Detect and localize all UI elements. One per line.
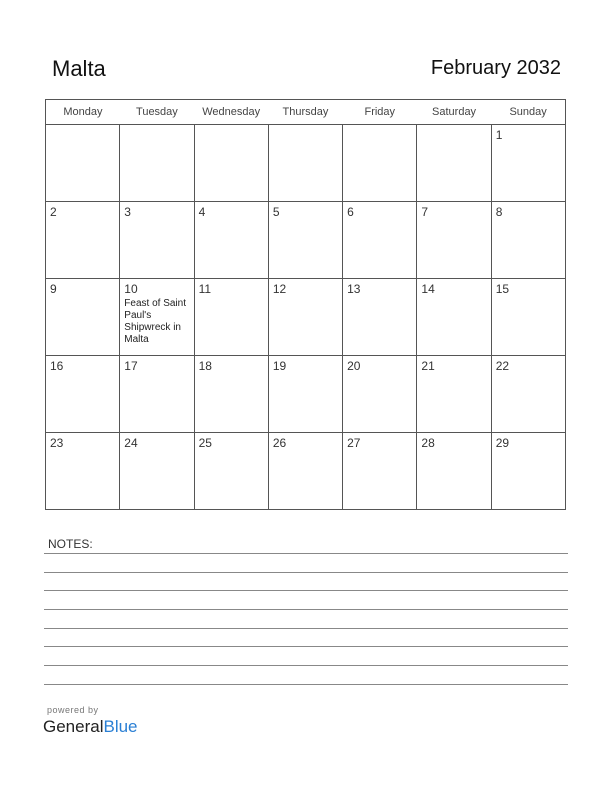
day-cell	[491, 279, 565, 356]
day-number: 17	[124, 359, 138, 373]
weekday-tuesday: Tuesday	[120, 100, 194, 125]
day-number: 10	[124, 282, 138, 296]
week-row	[46, 356, 566, 433]
brand-blue: Blue	[103, 717, 138, 736]
day-cell	[417, 279, 491, 356]
holiday-label: Feast of Saint Paul's Shipwreck in Malta	[124, 298, 186, 345]
day-number: 25	[198, 436, 212, 450]
day-cell	[268, 279, 342, 356]
day-number: 28	[421, 436, 435, 450]
weekday-header-row	[46, 100, 566, 125]
day-number: 16	[50, 359, 64, 373]
month-title: February 2032	[430, 57, 561, 79]
note-line	[44, 572, 568, 573]
day-number: 2	[50, 205, 57, 219]
day-number: 4	[198, 205, 206, 219]
weekday-wednesday: Wednesday	[194, 100, 268, 125]
day-cell	[46, 356, 120, 433]
day-number: 5	[272, 205, 280, 219]
day-cell	[120, 279, 194, 356]
week-row	[46, 125, 566, 202]
day-cell	[491, 356, 565, 433]
powered-by-text: powered by	[47, 705, 99, 715]
day-cell	[417, 202, 491, 279]
country-title: Malta	[52, 56, 106, 81]
day-number: 7	[421, 205, 429, 219]
day-number: 1	[495, 128, 503, 142]
day-cell	[417, 433, 491, 510]
day-cell	[46, 279, 120, 356]
day-cell	[120, 433, 194, 510]
weekday-saturday: Saturday	[417, 100, 491, 125]
weekday-friday: Friday	[343, 100, 417, 125]
day-cell	[46, 125, 120, 202]
calendar-grid	[45, 99, 566, 510]
week-row	[46, 202, 566, 279]
day-cell	[120, 125, 194, 202]
day-number: 13	[347, 282, 361, 296]
day-cell	[491, 433, 565, 510]
day-number: 3	[124, 205, 131, 219]
day-cell	[268, 202, 342, 279]
weekday-monday: Monday	[46, 100, 120, 125]
day-number: 23	[50, 436, 64, 450]
day-number: 15	[495, 282, 510, 296]
week-row	[46, 433, 566, 510]
day-number: 14	[421, 282, 435, 296]
note-line	[44, 665, 568, 666]
day-cell	[343, 433, 417, 510]
day-number: 20	[347, 359, 361, 373]
day-number: 12	[272, 282, 287, 296]
day-cell	[46, 433, 120, 510]
note-line	[44, 590, 568, 591]
day-cell	[120, 356, 194, 433]
day-cell	[343, 202, 417, 279]
note-line	[44, 646, 568, 647]
day-number: 11	[198, 282, 212, 296]
day-cell	[194, 202, 268, 279]
day-cell	[46, 202, 120, 279]
day-cell	[194, 279, 268, 356]
day-cell	[417, 356, 491, 433]
day-number: 18	[198, 359, 212, 373]
weekday-sunday: Sunday	[491, 100, 565, 125]
notes-label: NOTES:	[48, 537, 93, 551]
day-number: 8	[495, 205, 503, 219]
day-cell	[343, 356, 417, 433]
day-cell	[194, 433, 268, 510]
day-cell	[491, 202, 565, 279]
brand-general: General	[43, 717, 104, 736]
day-number: 29	[495, 436, 510, 450]
brand-logo	[43, 717, 138, 737]
day-cell	[343, 279, 417, 356]
day-number: 24	[124, 436, 138, 450]
day-cell	[343, 125, 417, 202]
week-row	[46, 279, 566, 356]
day-cell	[268, 356, 342, 433]
day-number: 26	[272, 436, 287, 450]
weekday-thursday: Thursday	[268, 100, 342, 125]
note-line	[44, 553, 568, 554]
day-number: 21	[421, 359, 435, 373]
day-cell	[268, 433, 342, 510]
day-number: 27	[347, 436, 361, 450]
day-cell	[194, 125, 268, 202]
day-cell	[120, 202, 194, 279]
day-cell	[417, 125, 491, 202]
note-line	[44, 684, 568, 685]
day-number: 6	[347, 205, 354, 219]
day-number: 22	[495, 359, 510, 373]
day-number: 9	[50, 282, 57, 296]
note-line	[44, 628, 568, 629]
day-cell	[491, 125, 565, 202]
day-cell	[268, 125, 342, 202]
day-number: 19	[272, 359, 287, 373]
day-cell	[194, 356, 268, 433]
note-line	[44, 609, 568, 610]
